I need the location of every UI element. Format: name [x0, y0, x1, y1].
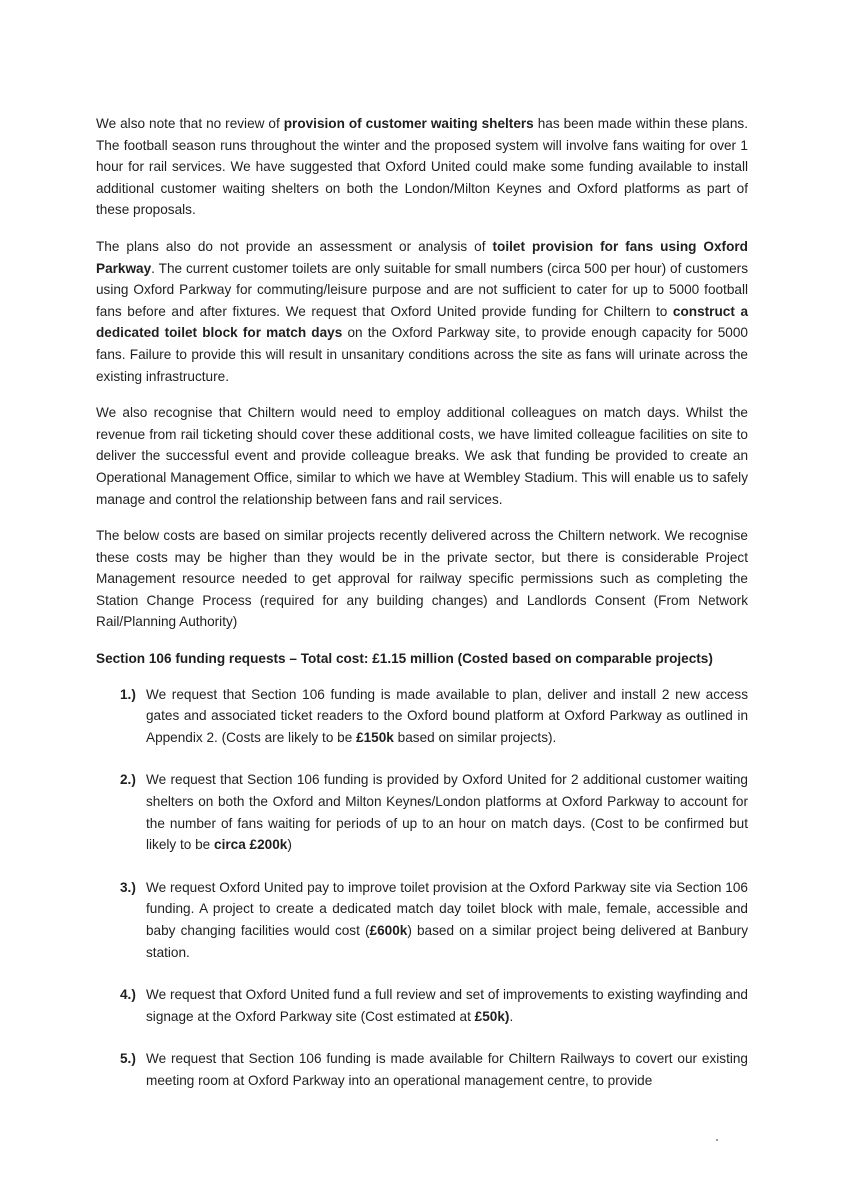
requests-list [96, 684, 748, 1092]
bold-text: £150k [356, 729, 394, 745]
list-item [120, 684, 748, 749]
text-run: We request that Section 106 funding is made available to plan, deliver and install 2 new access gates and associated ticket readers to the Oxford bound platform at Oxford Parkway as outlined in Appendix 2. (Costs are likely to be [146, 686, 748, 745]
text-run: We request that Section 106 funding is made available for Chiltern Railways to covert our existing meeting room at Oxford Parkway into an operational management centre, to provide [146, 1051, 748, 1088]
list-item [120, 769, 748, 855]
text-run: ) based on a similar project being delivered at Banbury station. [146, 923, 748, 960]
text-run: based on similar projects). [393, 729, 557, 745]
text-run: . [509, 1008, 514, 1024]
bold-text: circa £200k [214, 837, 288, 853]
bold-text: £600k [369, 923, 408, 938]
bold-text: £50k) [474, 1008, 510, 1024]
list-number: 5.) [120, 1051, 136, 1067]
bold-text: toilet provision for fans using Oxford Parkway [96, 238, 748, 276]
text-run: on the Oxford Parkway site, to provide enough capacity for 5000 fans. Failure to provide this will result in unsanitary conditions across the site as fans will urinate across the existing infrastructure. [96, 325, 748, 384]
text-run: We request that Oxford United fund a full review and set of improvements to existing wayfinding and signage at the Oxford Parkway site (Cost estimated at [146, 987, 748, 1024]
text-run: We also note that no review of [96, 116, 284, 131]
bold-text: construct a dedicated toilet block for match days [96, 303, 748, 341]
list-number: 2.) [120, 772, 136, 788]
paragraph-costs: The below costs are based on similar projects recently delivered across the Chiltern network. We recognise these costs may be higher than they would be in the private sector, but there is considerable Project Management resource needed to get approval for railway specific permissions such as completing the Station Change Process (required for any building changes) and Landlords Consent (From Network Rail/Planning Authority) [96, 528, 748, 630]
list-number: 3.) [120, 879, 136, 895]
list-number: 1.) [120, 686, 136, 702]
list-number: 4.) [120, 987, 136, 1003]
text-run: The plans also do not provide an assessment or analysis of [96, 238, 493, 254]
paragraph-waiting-shelters [96, 113, 748, 221]
section-heading: Section 106 funding requests – Total cost: £1.15 million (Costed based on comparable projects) [96, 651, 713, 667]
text-run: . The current customer toilets are only suitable for small numbers (circa 500 per hour) of customers using Oxford Parkway for commuting/leisure purpose and are not sufficient to cater for up to 5000 football fans before and after fixtures. We request that Oxford United provide funding for Chiltern to [96, 260, 748, 319]
paragraph-toilet-provision [96, 236, 748, 387]
text-run: has been made within these plans. The football season runs throughout the winter and the proposed system will involve fans waiting for over 1 hour for rail services. We have suggested that Oxford United could make some funding available to install additional customer waiting shelters on both the London/Milton Keynes and Oxford platforms as part of these proposals. [96, 116, 748, 218]
paragraph-colleagues: We also recognise that Chiltern would need to employ additional colleagues on match days. Whilst the revenue from rail ticketing should cover these additional costs, we have limited colleague facilities on site to deliver the successful event and provide colleague breaks. We ask that funding be provided to create an Operational Management Office, similar to which we have at Wembley Stadium. This will enable us to safely manage and control the relationship between fans and rail services. [96, 405, 748, 507]
list-item [120, 877, 748, 963]
list-item [120, 1048, 748, 1091]
list-item [120, 984, 748, 1027]
scan-speck [716, 1139, 718, 1141]
text-run: ) [287, 837, 292, 853]
text-run: We request Oxford United pay to improve toilet provision at the Oxford Parkway site via Section 106 funding. A project to create a dedicated match day toilet block with male, female, accessible and baby changing facilities would cost ( [146, 879, 748, 938]
bold-text: provision of customer waiting shelters [283, 116, 534, 131]
text-run: We request that Section 106 funding is provided by Oxford United for 2 additional customer waiting shelters on both the Oxford and Milton Keynes/London platforms at Oxford Parkway to account for the number of fans waiting for periods of up to an hour on match days. (Cost to be confirmed but likely to be [146, 772, 748, 853]
